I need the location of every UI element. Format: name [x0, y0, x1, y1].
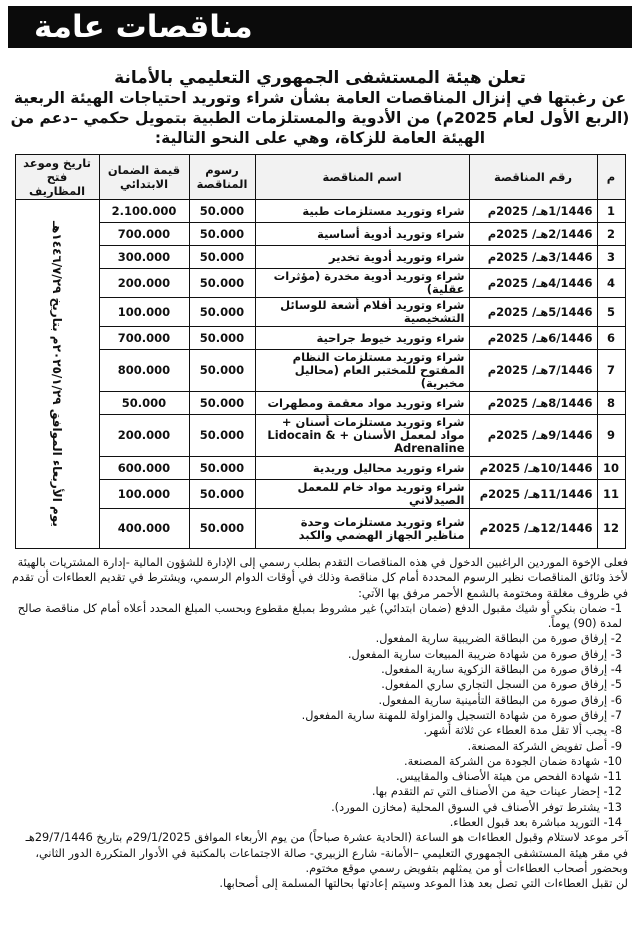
cell-fee: 50.000: [189, 457, 255, 480]
cell-name: شراء وتوريد أدوية أساسية: [255, 223, 469, 246]
cell-fee: 50.000: [189, 350, 255, 392]
intro-line-4: الهيئة العامة للزكاة، وهي على النحو التالية:: [154, 129, 486, 147]
cell-tender-no: 1/1446هـ/ 2025م: [469, 200, 597, 223]
condition-item: 4- إرفاق صورة من البطاقة الزكوية سارية المفعول.: [381, 663, 622, 677]
cell-tender-no: 5/1446هـ/ 2025م: [469, 298, 597, 327]
condition-item: 5- إرفاق صورة من السجل التجاري ساري المفعول.: [381, 678, 622, 692]
late-bids-note: لن تقبل العطاءات التي تصل بعد هذا الموعد وسيتم إعادتها بحالتها المسلمة إلى أصحابها.: [219, 877, 628, 891]
cell-value: 50.000: [99, 392, 189, 415]
cell-tender-no: 3/1446هـ/ 2025م: [469, 246, 597, 269]
cell-tender-no: 9/1446هـ/ 2025م: [469, 415, 597, 457]
table-row: [15, 509, 625, 549]
tenders-table: [15, 154, 626, 549]
table-row: [15, 480, 625, 509]
table-row: [15, 269, 625, 298]
cell-fee: 50.000: [189, 269, 255, 298]
condition-item: 7- إرفاق صورة من شهادة التسجيل والمزاولة للمهنة سارية المفعول.: [301, 708, 622, 722]
cell-name: شراء وتوريد مواد معقمة ومطهرات: [255, 392, 469, 415]
table-row: [15, 392, 625, 415]
cell-fee: 50.000: [189, 415, 255, 457]
cell-value: 100.000: [99, 480, 189, 509]
cell-date: [15, 200, 99, 549]
cell-fee: 50.000: [189, 223, 255, 246]
header-num: م: [597, 155, 625, 200]
terms-intro: فعلى الإخوة الموردين الراغبين الدخول في هذه المناقصات التقدم بطلب رسمي إلى الإدارة للشؤون المالية -إدارة المشتريات بالهيئة لأخذ وثائق المناقصات نظير الرسوم المحددة أمام كل مناقصة وذلك في أوقات الدوام الرسمي، ويشترط في تقديم العطاءات أن تقدم في ظروف مغلقة ومختومة بالشمع الأحمر مرفق بها الآتي:: [12, 556, 628, 600]
cell-num: 12: [597, 509, 625, 549]
cell-name: شراء وتوريد أفلام أشعة للوسائل التشخيصية: [255, 298, 469, 327]
cell-tender-no: 6/1446هـ/ 2025م: [469, 327, 597, 350]
cell-num: 7: [597, 350, 625, 392]
intro-line-1: تعلن هيئة المستشفى الجمهوري التعليمي بالأمانة: [114, 68, 526, 88]
condition-item: 6- إرفاق صورة من البطاقة التأمينية سارية المفعول.: [378, 693, 622, 707]
cell-num: 10: [597, 457, 625, 480]
cell-value: 300.000: [99, 246, 189, 269]
cell-value: 700.000: [99, 223, 189, 246]
condition-item: 13- يشترط توفر الأصناف في السوق المحلية (مخازن المورد).: [331, 800, 622, 814]
cell-value: 700.000: [99, 327, 189, 350]
table-row: [15, 223, 625, 246]
cell-value: 2.100.000: [99, 200, 189, 223]
cell-num: 11: [597, 480, 625, 509]
cell-fee: 50.000: [189, 246, 255, 269]
cell-name: شراء وتوريد مواد خام للمعمل الصيدلاني: [255, 480, 469, 509]
condition-item: 10- شهادة ضمان الجودة من الشركة المصنعة.: [404, 754, 622, 768]
cell-num: 8: [597, 392, 625, 415]
cell-name: شراء وتوريد أدوية مخدرة (مؤثرات عقلية): [255, 269, 469, 298]
cell-fee: 50.000: [189, 509, 255, 549]
cell-fee: 50.000: [189, 327, 255, 350]
banner-title: مناقصات عامة: [34, 9, 253, 45]
condition-item: 8- يجب ألا تقل مدة العطاء عن ثلاثة أشهر.: [423, 724, 622, 738]
table-row: [15, 200, 625, 223]
table-row: [15, 415, 625, 457]
table-header-row: [15, 155, 625, 200]
cell-name: شراء وتوريد أدوية تخدير: [255, 246, 469, 269]
header-date: تاريخ وموعد فتح المظاريف: [15, 155, 99, 200]
cell-value: 400.000: [99, 509, 189, 549]
cell-value: 600.000: [99, 457, 189, 480]
condition-item: 3- إرفاق صورة من شهادة ضريبة المبيعات سارية المفعول.: [347, 647, 622, 661]
cell-fee: 50.000: [189, 200, 255, 223]
condition-item: 1- ضمان بنكي أو شيك مقبول الدفع (ضمان ابتدائي) غير مشروط بمبلغ مقطوع وبحسب المبلغ المحدد أعلاه أمام كل مناقصة صالح لمدة (90) يوماً.: [17, 601, 622, 631]
cell-tender-no: 10/1446هـ/ 2025م: [469, 457, 597, 480]
cell-name: شراء وتوريد مستلزمات وحدة مناظير الجهاز الهضمي والكبد: [255, 509, 469, 549]
table-row: [15, 457, 625, 480]
cell-tender-no: 11/1446هـ/ 2025م: [469, 480, 597, 509]
cell-tender-no: 2/1446هـ/ 2025م: [469, 223, 597, 246]
condition-item: 2- إرفاق صورة من البطاقة الضريبية سارية المفعول.: [375, 632, 622, 646]
cell-name: شراء وتوريد مستلزمات النظام المفتوح للمختبر العام (محاليل مخبرية): [255, 350, 469, 392]
cell-fee: 50.000: [189, 298, 255, 327]
header-value: قيمة الضمان الابتدائي: [99, 155, 189, 200]
terms-section: [8, 555, 632, 892]
cell-value: 200.000: [99, 415, 189, 457]
cell-num: 2: [597, 223, 625, 246]
cell-name: شراء وتوريد محاليل وريدية: [255, 457, 469, 480]
cell-fee: 50.000: [189, 480, 255, 509]
cell-name: شراء وتوريد خيوط جراحية: [255, 327, 469, 350]
intro-line-2: عن رغبتها في إنزال المناقصات العامة بشأن شراء وتوريد احتياجات الهيئة الربعية: [13, 89, 627, 107]
cell-name: شراء وتوريد مستلزمات طبية: [255, 200, 469, 223]
header-fee: رسوم المناقصة: [189, 155, 255, 200]
cell-tender-no: 4/1446هـ/ 2025م: [469, 269, 597, 298]
cell-num: 1: [597, 200, 625, 223]
cell-num: 5: [597, 298, 625, 327]
table-row: [15, 327, 625, 350]
deadline-paragraph: آخر موعد لاستلام وقبول العطاءات هو الساعة (الحادية عشرة صباحاً) من يوم الأربعاء الموافق 29/1/2025م بتاريخ 29/7/1446هـ في مقر هيئة المستشفى الجمهوري التعليمي –الأمانة- شارع الزبيري- صالة الاجتماعات بالمكتبة في الأدوار المتكررة الدور الثاني، وبحضور أصحاب العطاءات أو من يمثلهم بتفويض رسمي موقع مختوم.: [25, 831, 628, 875]
condition-item: 12- إحضار عينات حية من الأصناف التي تم التقدم بها.: [371, 785, 622, 799]
condition-item: 11- شهادة الفحص من هيئة الأصناف والمقاييس.: [396, 770, 622, 784]
intro-line-3: (الربع الأول لعام 2025م) من الأدوية والمستلزمات الطبية بتمويل حكمي –دعم من: [10, 109, 630, 127]
cell-value: 100.000: [99, 298, 189, 327]
condition-item: 9- أصل تفويض الشركة المصنعة.: [467, 739, 622, 753]
date-text: يوم الأربعاء الموافق ٢٠٢٥/١/٢٩م بتاريخ ١٤٤٦/٧/٢٩هـ: [50, 221, 64, 527]
cell-name: شراء وتوريد مستلزمات أسنان + مواد لمعمل الأسنان + Lidocain & Adrenaline: [255, 415, 469, 457]
conditions-list: [12, 601, 628, 830]
cell-tender-no: 12/1446هـ/ 2025م: [469, 509, 597, 549]
cell-tender-no: 7/1446هـ/ 2025م: [469, 350, 597, 392]
table-row: [15, 246, 625, 269]
cell-num: 3: [597, 246, 625, 269]
cell-fee: 50.000: [189, 392, 255, 415]
table-row: [15, 298, 625, 327]
cell-tender-no: 8/1446هـ/ 2025م: [469, 392, 597, 415]
condition-item: 14- التوريد مباشرة بعد قبول العطاء.: [449, 816, 622, 830]
header-banner: [8, 6, 632, 48]
header-tender-no: رقم المناقصة: [469, 155, 597, 200]
announcement-intro: [8, 68, 632, 148]
cell-value: 800.000: [99, 350, 189, 392]
header-name: اسم المناقصة: [255, 155, 469, 200]
table-row: [15, 350, 625, 392]
cell-num: 6: [597, 327, 625, 350]
cell-num: 4: [597, 269, 625, 298]
cell-value: 200.000: [99, 269, 189, 298]
cell-num: 9: [597, 415, 625, 457]
